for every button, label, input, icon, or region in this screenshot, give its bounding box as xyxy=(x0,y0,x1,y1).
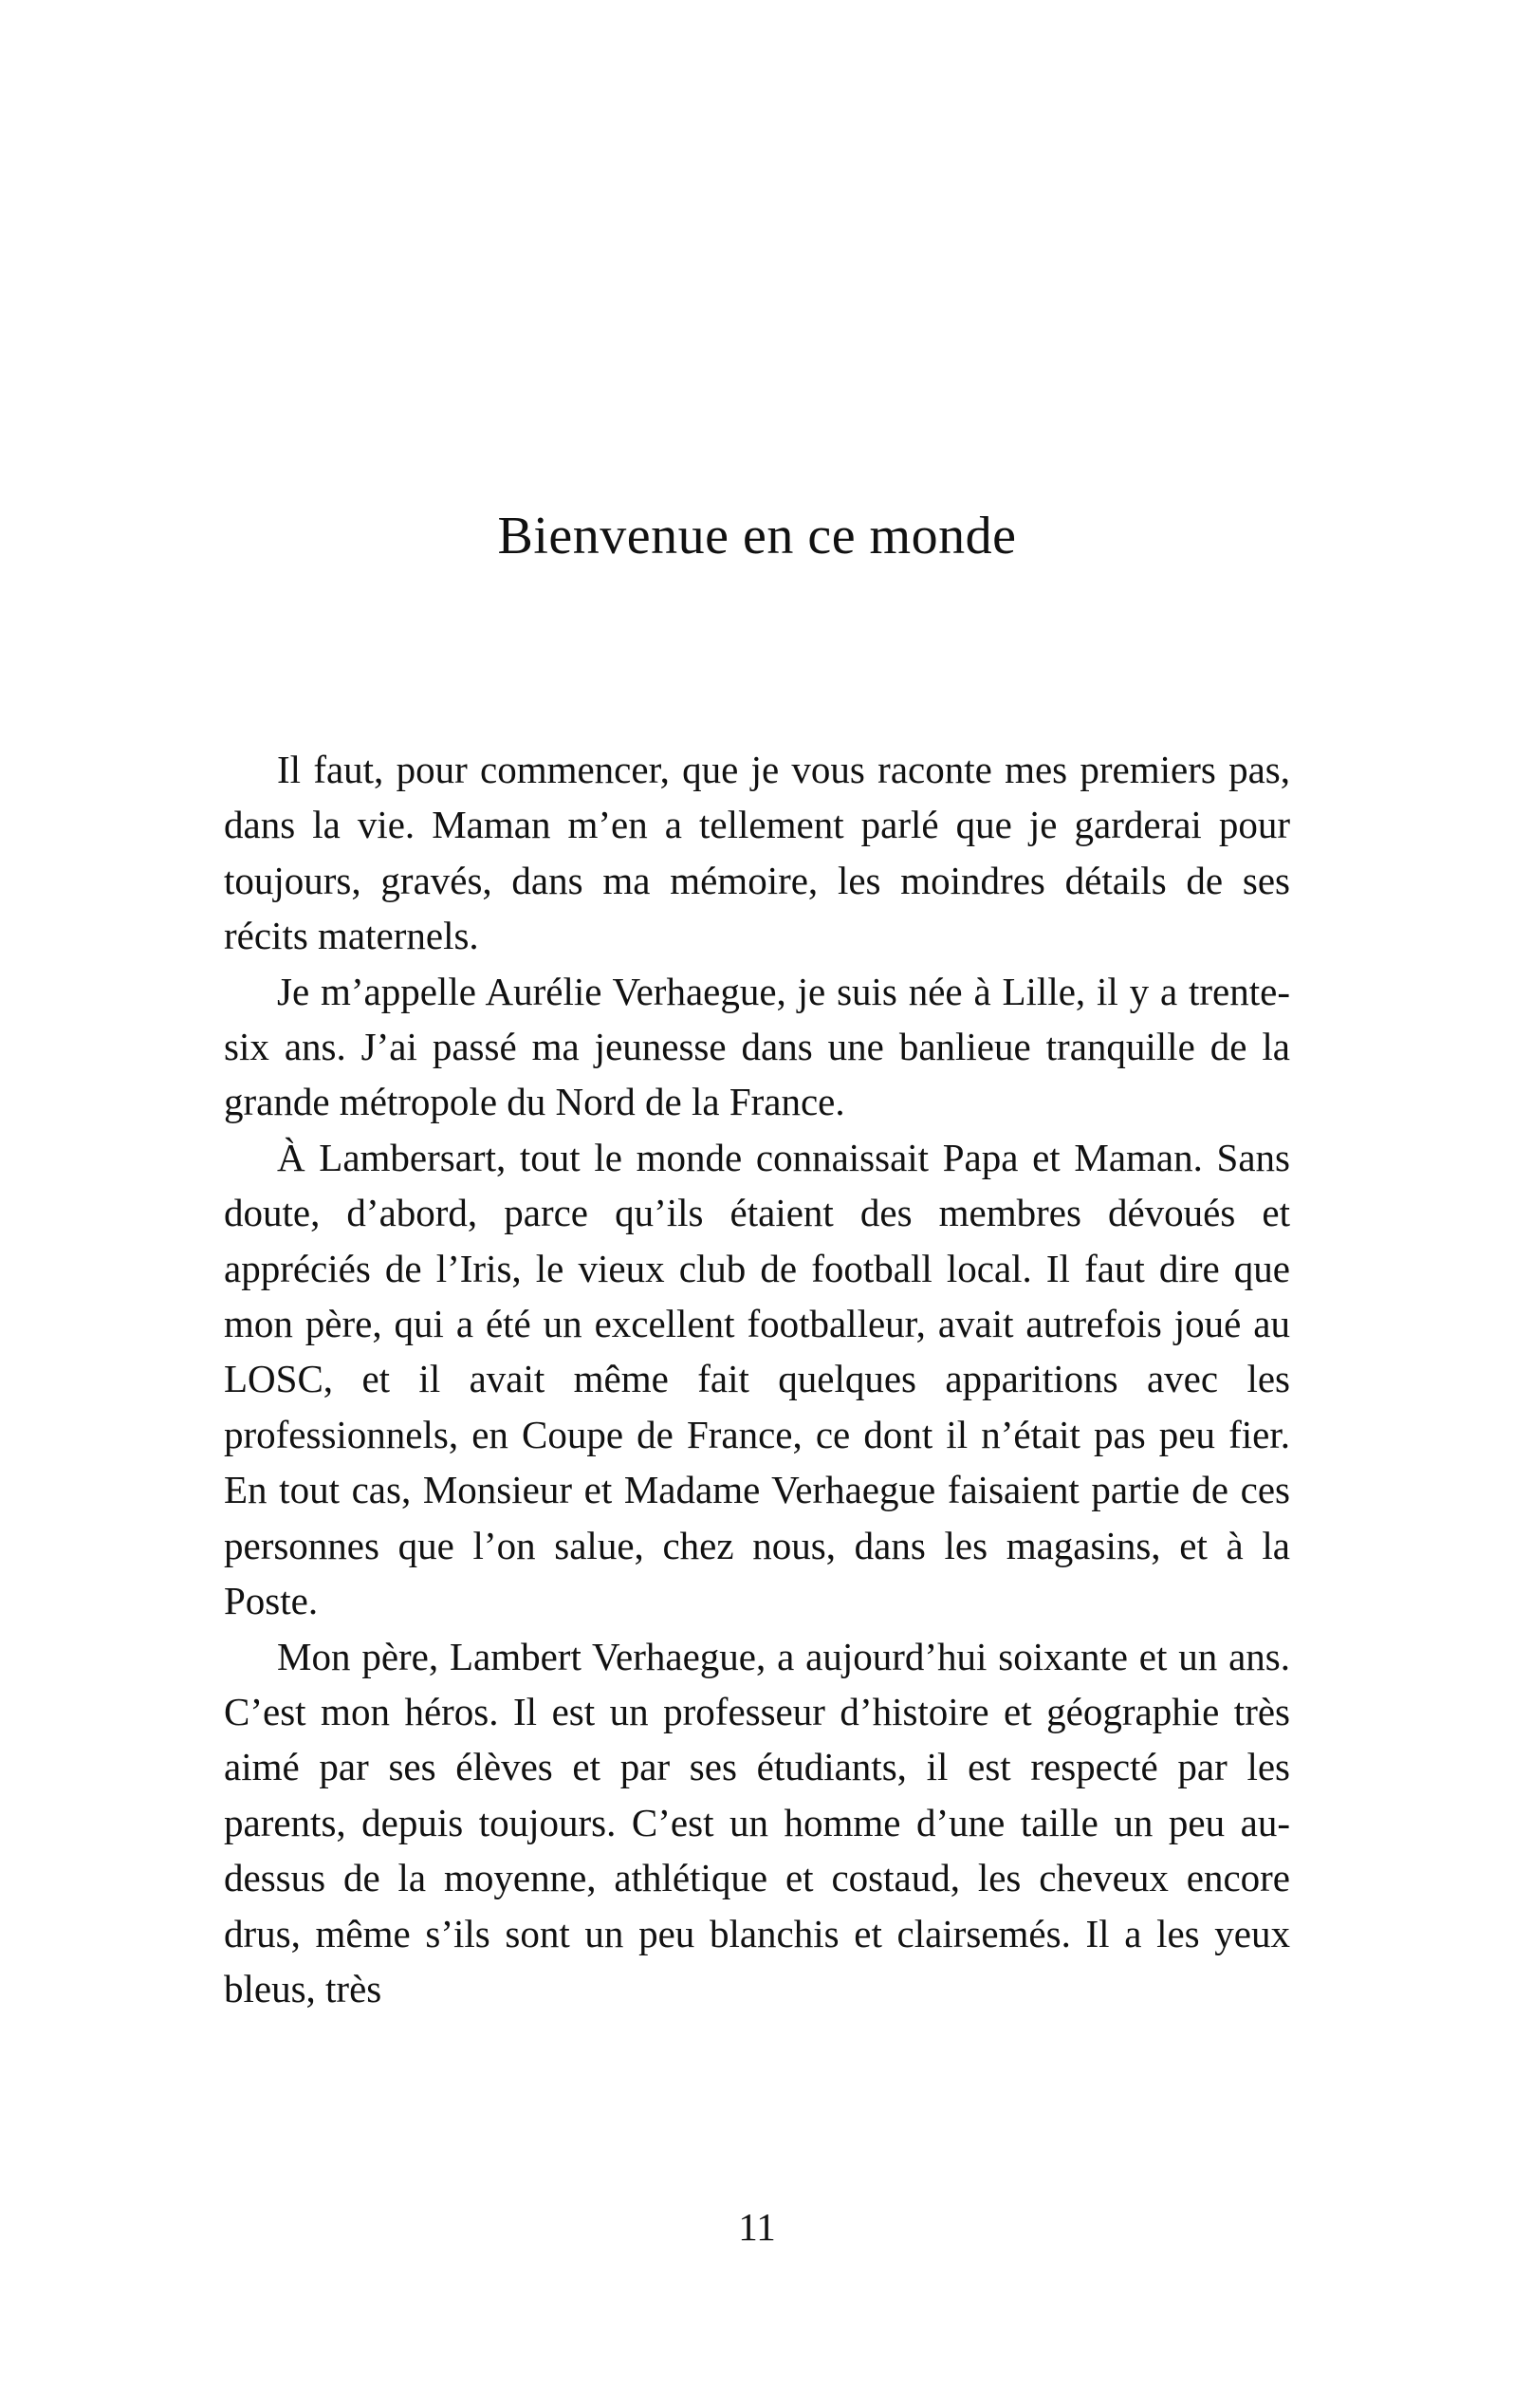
chapter-body xyxy=(224,742,1290,2016)
paragraph: À Lambersart, tout le monde connaissait Papa et Maman. Sans doute, d’abord, parce qu’ils étaient des membres dévoués et appréciés de l’Iris, le vieux club de football local. Il faut dire que mon père, qui a été un excellent footballeur, avait autrefois joué au LOSC, et il avait même fait quelques apparitions avec les professionnels, en Coupe de France, ce dont il n’était pas peu fier. En tout cas, Monsieur et Madame Verhaegue faisaient partie de ces personnes que l’on salue, chez nous, dans les magasins, et à la Poste. xyxy=(224,1135,1290,1623)
paragraph: Mon père, Lambert Verhaegue, a aujourd’hui soixante et un ans. C’est mon héros. Il est un professeur d’histoire et géographie très aimé par ses élèves et par ses étudiants, il est respecté par les parents, depuis toujours. C’est un homme d’une taille un peu au-dessus de la moyenne, athlétique et costaud, les cheveux encore drus, même s’ils sont un peu blanchis et clairsemés. Il a les yeux bleus, très xyxy=(224,1634,1290,2010)
page-number: 11 xyxy=(738,2205,776,2249)
chapter-title: Bienvenue en ce monde xyxy=(497,507,1017,565)
paragraph: Je m’appelle Aurélie Verhaegue, je suis née à Lille, il y a trente-six ans. J’ai passé ma jeunesse dans une banlieue tranquille de la grande métropole du Nord de la France. xyxy=(224,969,1290,1124)
paragraph: Il faut, pour commencer, que je vous raconte mes premiers pas, dans la vie. Maman m’en a tellement parlé que je garderai pour toujours, gravés, dans ma mémoire, les moindres détails de ses récits maternels. xyxy=(224,748,1290,958)
